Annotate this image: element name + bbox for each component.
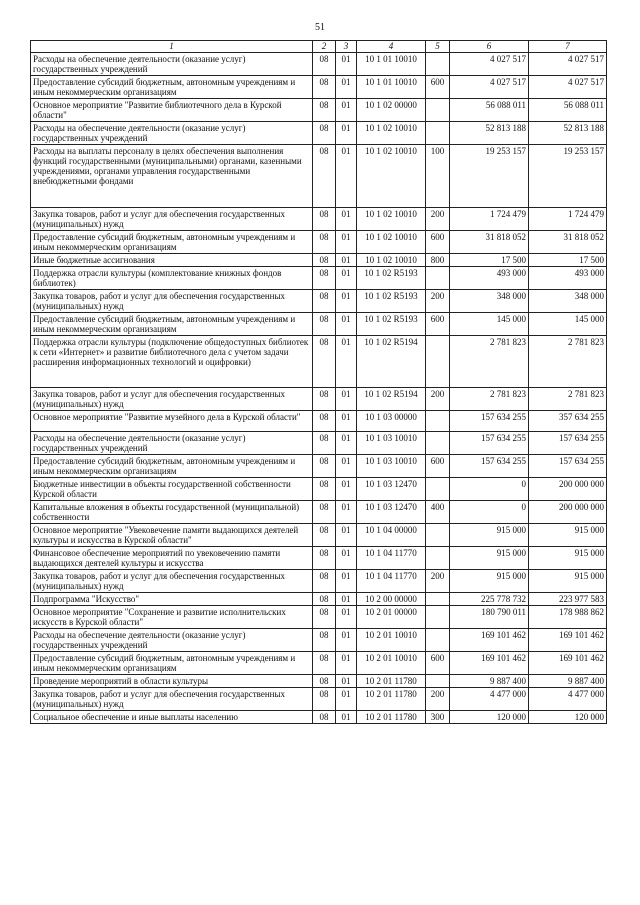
cell-amount-1: 4 027 517 [450, 76, 529, 99]
cell-subsection: 01 [336, 254, 357, 267]
cell-target-article: 10 1 03 10010 [357, 432, 426, 455]
cell-expense-type [426, 524, 450, 547]
cell-name: Основное мероприятие "Увековечение памяти выдающихся деятелей культуры и искусства в Курской области" [31, 524, 313, 547]
cell-expense-type: 200 [426, 290, 450, 313]
column-header: 1 [31, 41, 313, 53]
cell-subsection: 01 [336, 76, 357, 99]
cell-subsection: 01 [336, 455, 357, 478]
cell-target-article: 10 1 04 11770 [357, 570, 426, 593]
cell-subsection: 01 [336, 290, 357, 313]
cell-amount-2: 31 818 052 [529, 231, 607, 254]
cell-expense-type [426, 547, 450, 570]
table-row [31, 231, 607, 254]
table-row [31, 593, 607, 606]
cell-target-article: 10 1 02 R5193 [357, 267, 426, 290]
cell-amount-2: 4 027 517 [529, 76, 607, 99]
table-row [31, 290, 607, 313]
cell-amount-1: 120 000 [450, 711, 529, 724]
table-row [31, 688, 607, 711]
cell-amount-1: 915 000 [450, 524, 529, 547]
cell-name: Расходы на обеспечение деятельности (оказание услуг) государственных учреждений [31, 629, 313, 652]
cell-amount-2: 169 101 462 [529, 652, 607, 675]
cell-subsection: 01 [336, 53, 357, 76]
cell-target-article: 10 2 01 11780 [357, 688, 426, 711]
cell-target-article: 10 1 02 R5194 [357, 388, 426, 411]
cell-amount-2: 200 000 000 [529, 478, 607, 501]
table-row [31, 432, 607, 455]
cell-subsection: 01 [336, 231, 357, 254]
cell-amount-2: 178 988 862 [529, 606, 607, 629]
cell-target-article: 10 2 01 11780 [357, 675, 426, 688]
cell-expense-type: 600 [426, 76, 450, 99]
cell-amount-1: 0 [450, 501, 529, 524]
cell-subsection: 01 [336, 432, 357, 455]
cell-subsection: 01 [336, 570, 357, 593]
cell-amount-2: 169 101 462 [529, 629, 607, 652]
cell-name: Основное мероприятие "Развитие музейного дела в Курской области" [31, 411, 313, 432]
cell-expense-type: 600 [426, 652, 450, 675]
cell-target-article: 10 2 01 10010 [357, 629, 426, 652]
cell-expense-type [426, 432, 450, 455]
cell-subsection: 01 [336, 593, 357, 606]
table-row [31, 208, 607, 231]
cell-amount-1: 348 000 [450, 290, 529, 313]
cell-name: Предоставление субсидий бюджетным, автономным учреждениям и иным некоммерческим организациям [31, 652, 313, 675]
cell-expense-type [426, 122, 450, 145]
cell-target-article: 10 1 02 10010 [357, 208, 426, 231]
cell-section: 08 [313, 290, 336, 313]
cell-amount-1: 31 818 052 [450, 231, 529, 254]
cell-target-article: 10 1 01 10010 [357, 76, 426, 99]
cell-amount-1: 56 088 011 [450, 99, 529, 122]
cell-subsection: 01 [336, 606, 357, 629]
column-header: 5 [426, 41, 450, 53]
cell-target-article: 10 1 02 R5193 [357, 290, 426, 313]
cell-amount-2: 9 887 400 [529, 675, 607, 688]
cell-name: Закупка товаров, работ и услуг для обеспечения государственных (муниципальных) нужд [31, 388, 313, 411]
column-header: 3 [336, 41, 357, 53]
cell-expense-type [426, 336, 450, 388]
cell-expense-type: 600 [426, 455, 450, 478]
cell-subsection: 01 [336, 267, 357, 290]
table-row [31, 76, 607, 99]
cell-name: Капитальные вложения в объекты государственной (муниципальной) собственности [31, 501, 313, 524]
cell-amount-1: 52 813 188 [450, 122, 529, 145]
table-row [31, 99, 607, 122]
cell-section: 08 [313, 593, 336, 606]
cell-subsection: 01 [336, 388, 357, 411]
cell-amount-1: 225 778 732 [450, 593, 529, 606]
cell-expense-type [426, 267, 450, 290]
cell-amount-1: 2 781 823 [450, 388, 529, 411]
cell-expense-type: 600 [426, 313, 450, 336]
cell-name: Расходы на обеспечение деятельности (оказание услуг) государственных учреждений [31, 432, 313, 455]
cell-section: 08 [313, 411, 336, 432]
cell-target-article: 10 1 02 10010 [357, 122, 426, 145]
cell-subsection: 01 [336, 411, 357, 432]
cell-subsection: 01 [336, 652, 357, 675]
table-row [31, 501, 607, 524]
cell-section: 08 [313, 267, 336, 290]
cell-target-article: 10 1 03 10010 [357, 455, 426, 478]
cell-target-article: 10 1 02 10010 [357, 231, 426, 254]
cell-section: 08 [313, 231, 336, 254]
cell-amount-2: 493 000 [529, 267, 607, 290]
cell-section: 08 [313, 432, 336, 455]
page-number: 51 [315, 22, 325, 33]
cell-amount-1: 145 000 [450, 313, 529, 336]
cell-amount-2: 915 000 [529, 524, 607, 547]
cell-target-article: 10 1 01 10010 [357, 53, 426, 76]
cell-amount-2: 2 781 823 [529, 388, 607, 411]
table-row [31, 388, 607, 411]
cell-section: 08 [313, 336, 336, 388]
cell-amount-1: 493 000 [450, 267, 529, 290]
cell-name: Социальное обеспечение и иные выплаты населению [31, 711, 313, 724]
cell-target-article: 10 1 02 10010 [357, 254, 426, 267]
cell-name: Закупка товаров, работ и услуг для обеспечения государственных (муниципальных) нужд [31, 570, 313, 593]
cell-amount-1: 17 500 [450, 254, 529, 267]
table-row [31, 411, 607, 432]
cell-section: 08 [313, 711, 336, 724]
cell-subsection: 01 [336, 145, 357, 208]
cell-subsection: 01 [336, 688, 357, 711]
table-row [31, 267, 607, 290]
cell-name: Предоставление субсидий бюджетным, автономным учреждениям и иным некоммерческим организациям [31, 455, 313, 478]
cell-section: 08 [313, 388, 336, 411]
cell-expense-type [426, 675, 450, 688]
cell-amount-2: 223 977 583 [529, 593, 607, 606]
cell-target-article: 10 1 02 R5194 [357, 336, 426, 388]
cell-target-article: 10 1 03 12470 [357, 501, 426, 524]
cell-name: Закупка товаров, работ и услуг для обеспечения государственных (муниципальных) нужд [31, 208, 313, 231]
cell-name: Финансовое обеспечение мероприятий по увековечению памяти выдающихся деятелей культуры и искусства [31, 547, 313, 570]
cell-name: Расходы на обеспечение деятельности (оказание услуг) государственных учреждений [31, 122, 313, 145]
table-row [31, 629, 607, 652]
cell-target-article: 10 1 04 00000 [357, 524, 426, 547]
table-row [31, 711, 607, 724]
cell-subsection: 01 [336, 313, 357, 336]
cell-name: Предоставление субсидий бюджетным, автономным учреждениям и иным некоммерческим организациям [31, 313, 313, 336]
cell-section: 08 [313, 606, 336, 629]
cell-subsection: 01 [336, 524, 357, 547]
cell-amount-1: 157 634 255 [450, 432, 529, 455]
cell-subsection: 01 [336, 478, 357, 501]
table-row [31, 122, 607, 145]
table-row [31, 53, 607, 76]
cell-expense-type: 100 [426, 145, 450, 208]
cell-expense-type: 800 [426, 254, 450, 267]
cell-section: 08 [313, 145, 336, 208]
column-header: 2 [313, 41, 336, 53]
cell-name: Поддержка отрасли культуры (комплектование книжных фондов библиотек) [31, 267, 313, 290]
cell-target-article: 10 2 01 00000 [357, 606, 426, 629]
column-header: 6 [450, 41, 529, 53]
column-header: 4 [357, 41, 426, 53]
cell-expense-type: 200 [426, 570, 450, 593]
cell-section: 08 [313, 675, 336, 688]
cell-amount-2: 1 724 479 [529, 208, 607, 231]
cell-name: Закупка товаров, работ и услуг для обеспечения государственных (муниципальных) нужд [31, 688, 313, 711]
table-row [31, 478, 607, 501]
cell-name: Расходы на обеспечение деятельности (оказание услуг) государственных учреждений [31, 53, 313, 76]
cell-expense-type [426, 411, 450, 432]
cell-expense-type [426, 53, 450, 76]
cell-subsection: 01 [336, 547, 357, 570]
cell-subsection: 01 [336, 711, 357, 724]
cell-name: Поддержка отрасли культуры (подключение общедоступных библиотек к сети «Интернет» и развитие библиотечного дела с учетом задачи расширения информационных технологий и оцифровки) [31, 336, 313, 388]
cell-target-article: 10 1 02 00000 [357, 99, 426, 122]
cell-amount-2: 4 477 000 [529, 688, 607, 711]
cell-name: Бюджетные инвестиции в объекты государственной собственности Курской области [31, 478, 313, 501]
table-row [31, 652, 607, 675]
cell-amount-2: 915 000 [529, 570, 607, 593]
cell-subsection: 01 [336, 122, 357, 145]
cell-section: 08 [313, 53, 336, 76]
cell-amount-2: 145 000 [529, 313, 607, 336]
budget-table [30, 40, 607, 724]
cell-section: 08 [313, 455, 336, 478]
cell-name: Предоставление субсидий бюджетным, автономным учреждениям и иным некоммерческим организациям [31, 231, 313, 254]
table-row [31, 145, 607, 208]
cell-target-article: 10 1 02 R5193 [357, 313, 426, 336]
cell-amount-2: 56 088 011 [529, 99, 607, 122]
table-row [31, 570, 607, 593]
cell-target-article: 10 2 01 11780 [357, 711, 426, 724]
cell-amount-2: 4 027 517 [529, 53, 607, 76]
cell-amount-1: 915 000 [450, 547, 529, 570]
table-row [31, 547, 607, 570]
cell-target-article: 10 1 02 10010 [357, 145, 426, 208]
cell-amount-2: 17 500 [529, 254, 607, 267]
cell-name: Основное мероприятие "Развитие библиотечного дела в Курской области" [31, 99, 313, 122]
cell-amount-2: 157 634 255 [529, 455, 607, 478]
cell-subsection: 01 [336, 99, 357, 122]
cell-section: 08 [313, 313, 336, 336]
cell-amount-1: 180 790 011 [450, 606, 529, 629]
cell-amount-2: 915 000 [529, 547, 607, 570]
cell-subsection: 01 [336, 208, 357, 231]
cell-section: 08 [313, 478, 336, 501]
cell-expense-type [426, 629, 450, 652]
cell-target-article: 10 1 03 00000 [357, 411, 426, 432]
table-row [31, 336, 607, 388]
cell-amount-1: 19 253 157 [450, 145, 529, 208]
cell-name: Основное мероприятие "Сохранение и развитие исполнительских искусств в Курской области" [31, 606, 313, 629]
cell-amount-2: 19 253 157 [529, 145, 607, 208]
cell-amount-2: 348 000 [529, 290, 607, 313]
cell-amount-1: 169 101 462 [450, 652, 529, 675]
table-row [31, 254, 607, 267]
cell-amount-1: 4 027 517 [450, 53, 529, 76]
cell-subsection: 01 [336, 501, 357, 524]
cell-expense-type [426, 99, 450, 122]
cell-amount-2: 120 000 [529, 711, 607, 724]
cell-subsection: 01 [336, 629, 357, 652]
cell-name: Закупка товаров, работ и услуг для обеспечения государственных (муниципальных) нужд [31, 290, 313, 313]
table-row [31, 675, 607, 688]
cell-section: 08 [313, 122, 336, 145]
cell-amount-1: 9 887 400 [450, 675, 529, 688]
cell-expense-type: 200 [426, 208, 450, 231]
cell-amount-2: 357 634 255 [529, 411, 607, 432]
cell-section: 08 [313, 629, 336, 652]
table-row [31, 524, 607, 547]
cell-amount-1: 169 101 462 [450, 629, 529, 652]
table-row [31, 313, 607, 336]
cell-name: Подпрограмма "Искусство" [31, 593, 313, 606]
table-header-row [31, 41, 607, 53]
cell-amount-1: 1 724 479 [450, 208, 529, 231]
cell-amount-1: 0 [450, 478, 529, 501]
cell-expense-type [426, 606, 450, 629]
cell-expense-type: 200 [426, 688, 450, 711]
table-row [31, 606, 607, 629]
cell-amount-2: 2 781 823 [529, 336, 607, 388]
cell-target-article: 10 1 03 12470 [357, 478, 426, 501]
cell-amount-1: 157 634 255 [450, 411, 529, 432]
cell-section: 08 [313, 99, 336, 122]
cell-name: Иные бюджетные ассигнования [31, 254, 313, 267]
cell-expense-type [426, 593, 450, 606]
cell-target-article: 10 1 04 11770 [357, 547, 426, 570]
cell-amount-1: 157 634 255 [450, 455, 529, 478]
cell-amount-1: 4 477 000 [450, 688, 529, 711]
cell-section: 08 [313, 524, 336, 547]
cell-name: Предоставление субсидий бюджетным, автономным учреждениям и иным некоммерческим организациям [31, 76, 313, 99]
table-row [31, 455, 607, 478]
cell-section: 08 [313, 76, 336, 99]
cell-expense-type: 200 [426, 388, 450, 411]
cell-section: 08 [313, 254, 336, 267]
cell-subsection: 01 [336, 336, 357, 388]
cell-amount-2: 52 813 188 [529, 122, 607, 145]
cell-target-article: 10 2 00 00000 [357, 593, 426, 606]
cell-section: 08 [313, 547, 336, 570]
cell-name: Расходы на выплаты персоналу в целях обеспечения выполнения функций государственными (муниципальными) органами, казенными учреждениями, органами управления государственными внебюджетными фондами [31, 145, 313, 208]
cell-expense-type: 400 [426, 501, 450, 524]
cell-subsection: 01 [336, 675, 357, 688]
cell-section: 08 [313, 501, 336, 524]
cell-amount-1: 2 781 823 [450, 336, 529, 388]
cell-expense-type: 600 [426, 231, 450, 254]
cell-expense-type [426, 478, 450, 501]
cell-section: 08 [313, 570, 336, 593]
cell-amount-2: 157 634 255 [529, 432, 607, 455]
cell-section: 08 [313, 208, 336, 231]
cell-amount-1: 915 000 [450, 570, 529, 593]
cell-section: 08 [313, 652, 336, 675]
cell-amount-2: 200 000 000 [529, 501, 607, 524]
cell-target-article: 10 2 01 10010 [357, 652, 426, 675]
cell-expense-type: 300 [426, 711, 450, 724]
column-header: 7 [529, 41, 607, 53]
cell-name: Проведение мероприятий в области культуры [31, 675, 313, 688]
cell-section: 08 [313, 688, 336, 711]
